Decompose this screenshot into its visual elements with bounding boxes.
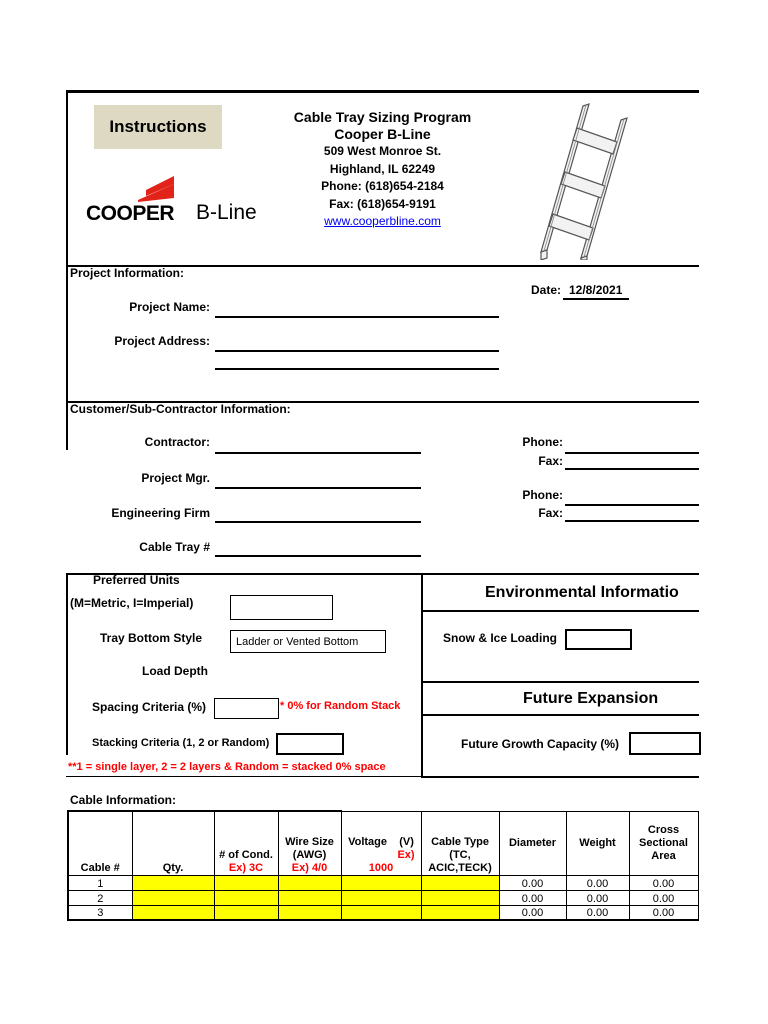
customer-section-title: Customer/Sub-Contractor Information: xyxy=(70,402,291,416)
wire-size-input[interactable] xyxy=(278,875,341,890)
cooper-bline-logo xyxy=(86,176,276,226)
spacing-criteria-label: Spacing Criteria (%) xyxy=(92,700,207,714)
snow-ice-label: Snow & Ice Loading xyxy=(443,631,558,645)
voltage-input[interactable] xyxy=(341,905,421,920)
company-website-link[interactable]: www.cooperbline.com xyxy=(324,214,441,228)
fax-field-2[interactable] xyxy=(565,520,699,522)
cable-tray-field[interactable] xyxy=(215,555,421,557)
settings-env-divider xyxy=(421,573,423,777)
tray-bottom-value: Ladder or Vented Bottom xyxy=(236,635,359,648)
diameter-cell: 0.00 xyxy=(499,875,566,890)
area-cell: 0.00 xyxy=(629,905,698,920)
header-cross-area: Cross Sectional Area xyxy=(629,811,698,875)
environmental-title: Environmental Informatio xyxy=(485,584,679,601)
tray-bottom-label: Tray Bottom Style xyxy=(100,631,203,645)
weight-cell: 0.00 xyxy=(566,875,629,890)
area-cell: 0.00 xyxy=(629,890,698,905)
header-cable-type: Cable Type (TC, ACIC,TECK) xyxy=(421,811,499,875)
project-name-label: Project Name: xyxy=(129,300,210,314)
company-phone: Phone: (618)654-2184 xyxy=(321,179,444,193)
voltage-input[interactable] xyxy=(341,875,421,890)
project-address-field-1[interactable] xyxy=(215,350,499,352)
date-value[interactable]: 12/8/2021 xyxy=(569,283,623,297)
cond-input[interactable] xyxy=(214,905,278,920)
project-name-field[interactable] xyxy=(215,316,499,318)
phone-field-1[interactable] xyxy=(565,452,699,454)
cable-type-input[interactable] xyxy=(421,905,499,920)
engineering-firm-label: Engineering Firm xyxy=(111,506,210,520)
preferred-units-input[interactable] xyxy=(230,595,333,620)
logo-red-mark-icon xyxy=(136,176,176,202)
wire-size-input[interactable] xyxy=(278,890,341,905)
snow-ice-input[interactable] xyxy=(565,629,632,650)
header-qty: Qty. xyxy=(132,811,214,875)
left-border-settings xyxy=(66,573,68,755)
phone-label-2: Phone: xyxy=(522,488,563,502)
cable-num-cell: 3 xyxy=(68,905,132,920)
company-fax: Fax: (618)654-9191 xyxy=(329,196,436,211)
program-title: Cable Tray Sizing Program xyxy=(293,109,472,125)
area-cell: 0.00 xyxy=(629,875,698,890)
stacking-note: **1 = single layer, 2 = 2 layers & Random = stacked 0% space xyxy=(68,761,386,773)
left-border-header xyxy=(66,90,68,450)
header-diameter: Diameter xyxy=(499,811,566,875)
fax-field-1[interactable] xyxy=(565,468,699,470)
engineering-firm-field[interactable] xyxy=(215,521,421,523)
qty-input[interactable] xyxy=(132,905,214,920)
future-growth-label: Future Growth Capacity (%) xyxy=(461,737,620,751)
project-section-title: Project Information: xyxy=(70,266,185,280)
instructions-button[interactable] xyxy=(94,105,222,149)
company-city: Highland, IL 62249 xyxy=(329,161,436,176)
future-title-overline xyxy=(421,681,699,683)
header-weight: Weight xyxy=(566,811,629,875)
future-title-underline xyxy=(421,714,699,716)
company-info xyxy=(270,109,495,231)
units-hint: (M=Metric, I=Imperial) xyxy=(70,596,194,610)
cable-section-divider xyxy=(421,776,699,778)
cable-type-input[interactable] xyxy=(421,875,499,890)
stacking-criteria-label: Stacking Criteria (1, 2 or Random) xyxy=(92,737,270,749)
project-address-field-2[interactable] xyxy=(215,368,499,370)
date-underline xyxy=(563,298,629,300)
cable-section-top xyxy=(66,776,421,777)
tray-bottom-select[interactable] xyxy=(230,630,386,653)
qty-input[interactable] xyxy=(132,890,214,905)
wire-size-input[interactable] xyxy=(278,905,341,920)
stacking-criteria-input[interactable] xyxy=(276,733,344,755)
spacing-criteria-input[interactable] xyxy=(214,698,279,719)
future-expansion-title: Future Expansion xyxy=(523,690,659,707)
diameter-cell: 0.00 xyxy=(499,905,566,920)
company-street: 509 West Monroe St. xyxy=(323,144,442,158)
phone-field-2[interactable] xyxy=(565,504,699,506)
project-mgr-field[interactable] xyxy=(215,487,421,489)
cable-table xyxy=(67,810,699,921)
cable-type-input[interactable] xyxy=(421,890,499,905)
instructions-button-label: Instructions xyxy=(109,117,207,136)
cable-tray-ladder-icon xyxy=(525,100,645,260)
table-row xyxy=(68,875,698,890)
project-address-label: Project Address: xyxy=(114,334,210,348)
header-voltage: Voltage (V) Ex) 1000 xyxy=(341,811,421,875)
cond-input[interactable] xyxy=(214,875,278,890)
cable-tray-label: Cable Tray # xyxy=(139,540,210,554)
fax-label-2: Fax: xyxy=(538,506,563,520)
project-mgr-label: Project Mgr. xyxy=(141,471,210,485)
contractor-label: Contractor: xyxy=(144,435,210,449)
cable-section-title: Cable Information: xyxy=(70,793,177,807)
future-growth-input[interactable] xyxy=(629,732,701,755)
preferred-units-label: Preferred Units xyxy=(93,573,180,587)
cond-input[interactable] xyxy=(214,890,278,905)
diameter-cell: 0.00 xyxy=(499,890,566,905)
header-num-cond: # of Cond. Ex) 3C xyxy=(214,811,278,875)
top-border xyxy=(66,90,699,93)
date-label: Date: xyxy=(531,283,562,297)
logo-bline-text: B-Line xyxy=(196,201,257,224)
load-depth-label: Load Depth xyxy=(142,664,208,678)
cable-num-cell: 1 xyxy=(68,875,132,890)
header-cable-num: Cable # xyxy=(68,811,132,875)
contractor-field[interactable] xyxy=(215,452,421,454)
qty-input[interactable] xyxy=(132,875,214,890)
weight-cell: 0.00 xyxy=(566,890,629,905)
logo-cooper-text: COOPER xyxy=(86,202,175,225)
weight-cell: 0.00 xyxy=(566,905,629,920)
env-title-underline xyxy=(421,610,699,612)
cable-num-cell: 2 xyxy=(68,890,132,905)
spacing-note: * 0% for Random Stack xyxy=(280,700,401,712)
phone-label-1: Phone: xyxy=(522,435,563,449)
table-row xyxy=(68,890,698,905)
table-row xyxy=(68,905,698,920)
header-wire-size: Wire Size (AWG) Ex) 4/0 xyxy=(278,811,341,875)
company-name: Cooper B-Line xyxy=(334,126,431,142)
voltage-input[interactable] xyxy=(341,890,421,905)
fax-label-1: Fax: xyxy=(538,454,563,468)
